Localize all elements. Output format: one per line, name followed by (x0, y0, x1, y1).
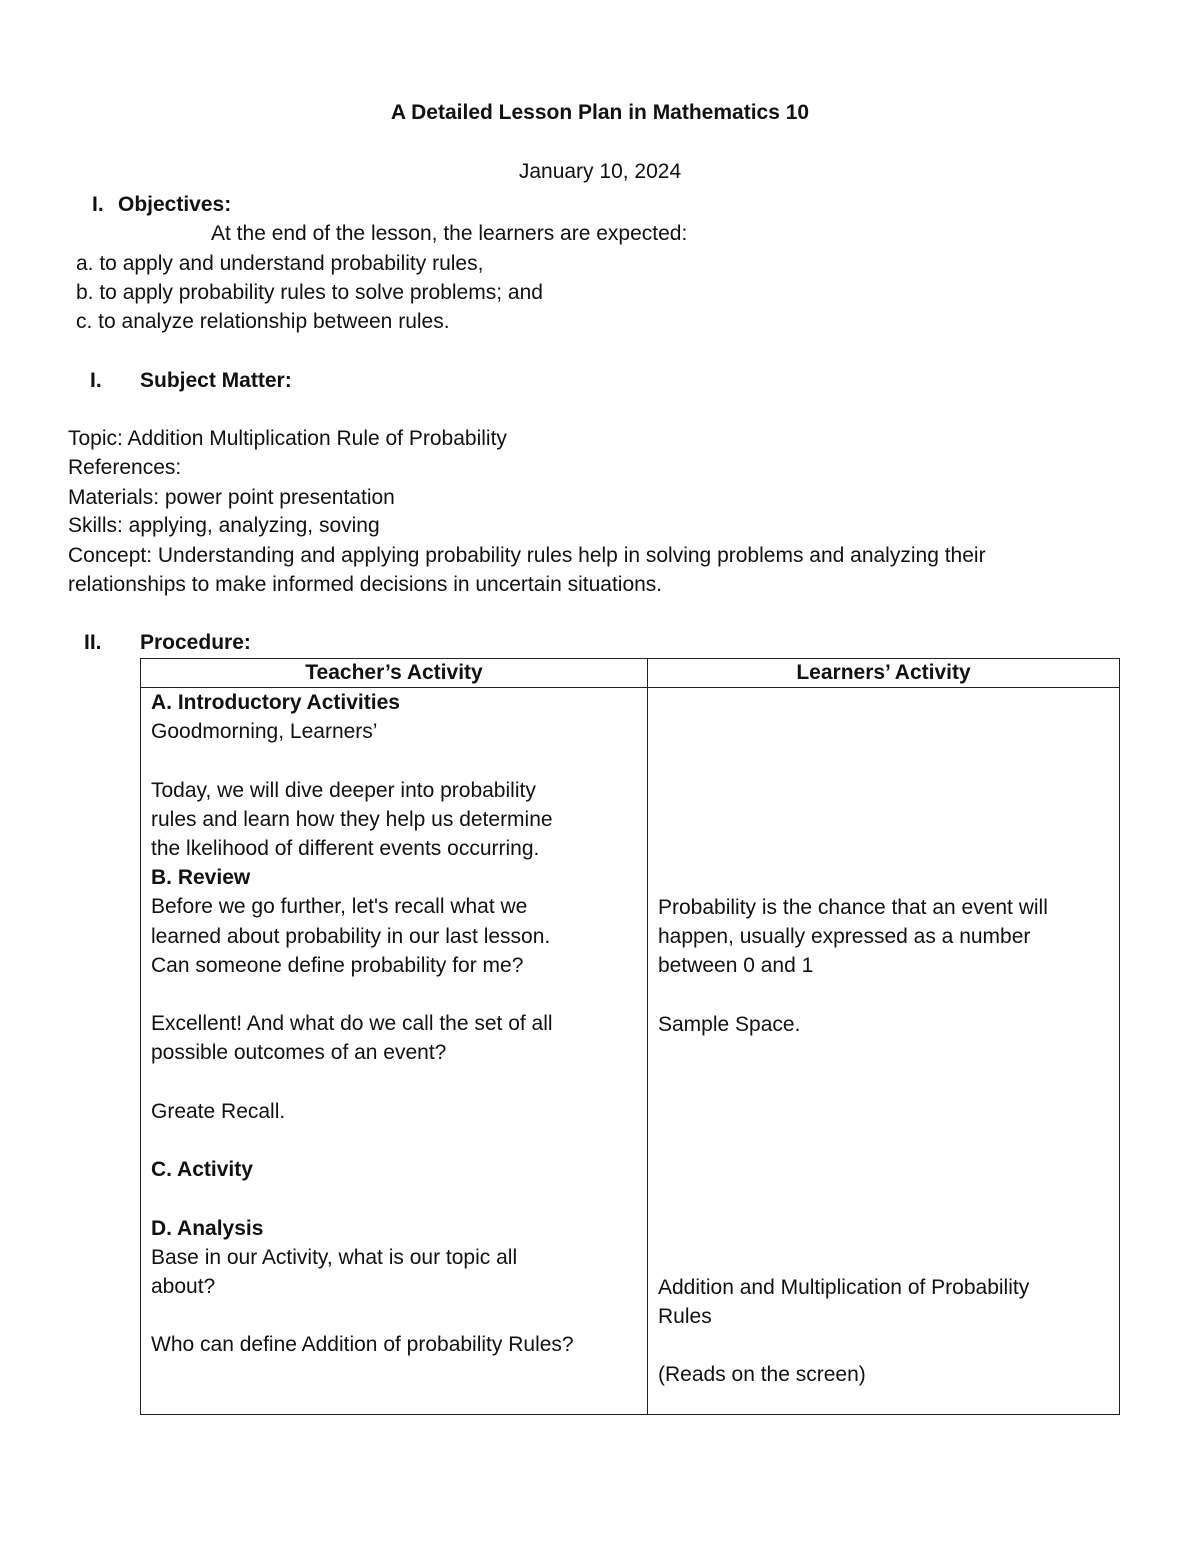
lesson-date: January 10, 2024 (518, 160, 682, 183)
subject-matter-heading: Subject Matter: (140, 369, 292, 392)
topic-line: Topic: Addition Multiplication Rule of Probability (68, 427, 507, 450)
section-c-heading: C. Activity (151, 1158, 253, 1182)
objective-item-b: b. to apply probability rules to solve problems; and (76, 281, 543, 304)
section-d-text: Base in our Activity, what is our topic all about? Who can define Addition of probability Rules? (151, 1245, 574, 1357)
section-b-text: Before we go further, let's recall what we learned about probability in our last lesson. Can someone define probability for me? Excellent! And what do we call the set of all possible outcomes of an event? Greate Recall. (151, 895, 553, 1123)
table-row (141, 688, 1120, 1415)
learners-activity-header: Learners’ Activity (648, 659, 1120, 688)
learners-responses: Probability is the chance that an event will happen, usually expressed as a number between 0 and 1 Sample Space. Addition and Multiplication of Probability Rules (Reads on the screen) (658, 896, 1048, 1387)
teacher-activity-cell (141, 688, 648, 1415)
section-a-text: Goodmorning, Learners’ Today, we will dive deeper into probability rules and learn how they help us determine the lkelihood of different events occurring. (151, 720, 553, 861)
procedure-heading: Procedure: (140, 631, 251, 654)
objectives-intro: At the end of the lesson, the learners are expected: (211, 222, 688, 245)
procedure-numeral: II. (84, 631, 102, 654)
teacher-activity-header: Teacher’s Activity (141, 659, 648, 688)
section-b-heading: B. Review (151, 866, 251, 890)
concept-line-1: Concept: Understanding and applying probability rules help in solving problems and analyzing their (68, 544, 986, 567)
materials-line: Materials: power point presentation (68, 486, 395, 509)
objective-item-a: a. to apply and understand probability rules, (76, 252, 484, 275)
references-line: References: (68, 456, 182, 479)
objectives-numeral: I. (92, 193, 104, 216)
subject-matter-numeral: I. (90, 369, 102, 392)
page-title: A Detailed Lesson Plan in Mathematics 10 (390, 101, 810, 124)
concept-line-2: relationships to make informed decisions in uncertain situations. (68, 573, 663, 596)
objective-item-c: c. to analyze relationship between rules. (76, 310, 450, 333)
table-header-row (141, 659, 1120, 688)
section-c-spacer (151, 1184, 637, 1213)
objectives-heading: Objectives: (118, 193, 232, 216)
learners-activity-cell (648, 688, 1120, 1415)
section-a-heading: A. Introductory Activities (151, 691, 400, 714)
procedure-table (140, 658, 1120, 1415)
section-d-heading: D. Analysis (151, 1216, 264, 1240)
skills-line: Skills: applying, analyzing, soving (68, 514, 380, 537)
